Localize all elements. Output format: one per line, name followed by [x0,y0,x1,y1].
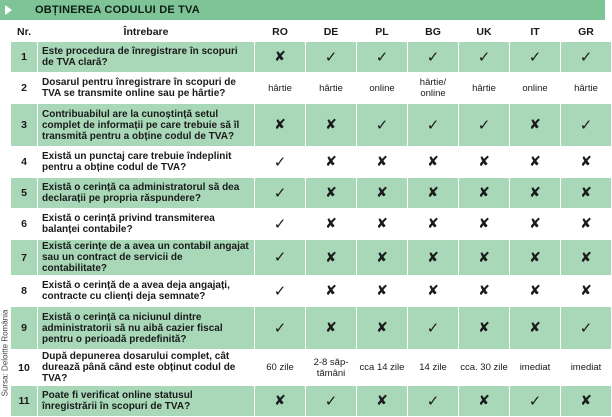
page-title: OBȚINEREA CODULUI DE TVA [35,4,200,16]
source-credit: Sursa: Deloitte România [0,309,10,396]
check-icon: ✓ [579,318,593,337]
answer-cell-uk [459,42,509,72]
cross-icon: ✘ [580,249,592,266]
answer-cell-de [306,386,356,416]
table-row [11,307,611,349]
table-row [11,350,611,385]
cross-icon: ✘ [478,393,490,409]
row-number: 2 [11,73,37,103]
answer-cell-ro [255,350,305,385]
check-icon: ✓ [273,318,287,337]
answer-cell-it [510,276,560,306]
cross-icon: ✘ [325,249,337,266]
table-row [11,147,611,177]
answer-text: 2-8 săp-tămâni [313,356,349,379]
cross-icon: ✘ [529,185,541,201]
answer-text: online [369,82,395,94]
check-icon: ✓ [375,115,389,134]
answer-text: imediat [519,362,551,373]
answer-text: 60 zile [266,362,294,373]
answer-text: hârtie [472,82,496,94]
answer-cell-uk [459,209,509,239]
cross-icon: ✘ [529,117,541,133]
question-text: Există cerințe de a avea un contabil angajat sau un contract de servicii de contabilitate? [38,240,254,275]
answer-cell-it [510,178,560,208]
table-row [11,178,611,208]
question-text: Este procedura de înregistrare în scopuri de TVA clară? [38,42,254,72]
answer-text: hârtie [574,82,598,94]
answer-cell-bg [408,73,458,103]
cross-icon: ✘ [580,216,592,232]
answer-cell-ro [255,240,305,275]
cross-icon: ✘ [529,249,541,266]
answer-cell-uk [459,147,509,177]
answer-cell-bg [408,307,458,349]
row-number: 7 [11,240,37,275]
check-icon: ✓ [273,248,287,266]
table-row [11,276,611,306]
answer-cell-gr [561,42,611,72]
check-icon: ✓ [528,47,542,66]
cross-icon: ✘ [325,185,337,201]
answer-cell-pl [357,104,407,146]
question-text: Poate fi verificat online statusul înregistrării în scopuri de TVA? [38,386,254,416]
table-row [11,386,611,416]
cross-icon: ✘ [274,49,286,65]
answer-cell-uk [459,178,509,208]
row-number: 10 [11,350,37,385]
cross-icon: ✘ [376,393,388,409]
answer-cell-gr [561,386,611,416]
answer-cell-bg [408,386,458,416]
cross-icon: ✘ [580,154,592,170]
answer-cell-it [510,240,560,275]
check-icon: ✓ [528,391,542,410]
check-icon: ✓ [579,47,593,66]
col-header-pl: PL [357,23,407,41]
answer-cell-it [510,307,560,349]
answer-cell-de [306,350,356,385]
answer-cell-de [306,276,356,306]
answer-cell-bg [408,178,458,208]
answer-cell-de [306,73,356,103]
answer-cell-it [510,104,560,146]
answer-cell-gr [561,104,611,146]
cross-icon: ✘ [478,185,490,201]
check-icon: ✓ [375,47,389,66]
question-text: Dosarul pentru înregistrare în scopuri de TVA se transmite online sau pe hârtie? [38,73,254,103]
answer-text: 14 zile [419,362,447,373]
answer-cell-uk [459,276,509,306]
cross-icon: ✘ [376,154,388,170]
check-icon: ✓ [579,115,593,134]
answer-cell-de [306,240,356,275]
answer-cell-de [306,307,356,349]
answer-cell-pl [357,386,407,416]
cross-icon: ✘ [325,216,337,232]
col-header-nr: Nr. [11,23,37,41]
answer-cell-uk [459,386,509,416]
cross-icon: ✘ [325,283,337,299]
row-number: 3 [11,104,37,146]
row-number: 4 [11,147,37,177]
question-text: Există o cerință ca niciunul dintre administratorii să nu aibă cazier fiscal pentru o perioadă predefinită? [38,307,254,349]
col-header-ro: RO [255,23,305,41]
question-text: Există o cerință de a avea deja angajați, contracte cu clienți deja semnate? [38,276,254,306]
cross-icon: ✘ [274,117,286,133]
question-text: Există o cerință ca administratorul să dea declarații pe propria răspundere? [38,178,254,208]
check-icon: ✓ [273,281,287,300]
cross-icon: ✘ [478,249,490,266]
check-icon: ✓ [273,214,287,233]
answer-cell-gr [561,147,611,177]
question-text: Există o cerință privind transmiterea balanței contabile? [38,209,254,239]
answer-cell-uk [459,350,509,385]
answer-cell-it [510,350,560,385]
answer-cell-uk [459,73,509,103]
cross-icon: ✘ [376,320,388,336]
cross-icon: ✘ [529,154,541,170]
answer-cell-it [510,147,560,177]
question-text: Contribuabilul are la cunoștință setul complet de informații pe care trebuie să îl transmită pentru a obține codul de TVA? [38,104,254,146]
answer-cell-de [306,209,356,239]
answer-text: hârtie/ online [419,77,447,99]
cross-icon: ✘ [478,320,490,336]
check-icon: ✓ [426,318,440,337]
cross-icon: ✘ [376,283,388,299]
header-bar [0,0,605,20]
cross-icon: ✘ [529,283,541,299]
row-number: 9 [11,307,37,349]
question-text: Există un punctaj care trebuie îndeplinit pentru a obține codul de TVA? [38,147,254,177]
answer-cell-ro [255,104,305,146]
cross-icon: ✘ [529,216,541,232]
answer-cell-it [510,42,560,72]
col-header-it: IT [510,23,560,41]
answer-cell-bg [408,147,458,177]
check-icon: ✓ [477,115,491,134]
answer-cell-pl [357,42,407,72]
answer-cell-pl [357,350,407,385]
answer-cell-pl [357,240,407,275]
answer-cell-ro [255,73,305,103]
answer-cell-bg [408,104,458,146]
check-icon: ✓ [273,183,287,202]
answer-cell-pl [357,276,407,306]
row-number: 6 [11,209,37,239]
answer-cell-pl [357,307,407,349]
answer-cell-gr [561,276,611,306]
row-number: 1 [11,42,37,72]
answer-cell-ro [255,209,305,239]
cross-icon: ✘ [529,320,541,336]
play-arrow-icon [1,0,15,20]
vat-comparison-table [10,22,612,417]
question-text: După depunerea dosarului complet, cât durează până când este obținut codul de TVA? [38,350,254,385]
answer-text: hârtie [319,82,343,94]
check-icon: ✓ [426,115,440,134]
answer-cell-gr [561,350,611,385]
answer-cell-gr [561,73,611,103]
answer-cell-it [510,73,560,103]
answer-cell-ro [255,386,305,416]
table-row [11,240,611,275]
answer-cell-uk [459,307,509,349]
cross-icon: ✘ [325,320,337,336]
answer-cell-bg [408,240,458,275]
answer-cell-ro [255,147,305,177]
cross-icon: ✘ [427,249,439,266]
answer-text: imediat [570,362,602,373]
cross-icon: ✘ [427,216,439,232]
answer-cell-pl [357,147,407,177]
col-header-uk: UK [459,23,509,41]
table-row [11,209,611,239]
cross-icon: ✘ [478,283,490,299]
answer-cell-bg [408,350,458,385]
answer-cell-uk [459,104,509,146]
cross-icon: ✘ [376,249,388,266]
answer-cell-bg [408,276,458,306]
col-header-bg: BG [408,23,458,41]
check-icon: ✓ [477,47,491,66]
col-header-question: Întrebare [38,23,254,41]
answer-cell-de [306,104,356,146]
table-row [11,42,611,72]
cross-icon: ✘ [376,216,388,232]
cross-icon: ✘ [274,393,286,409]
check-icon: ✓ [324,391,338,410]
table-row [11,73,611,103]
answer-text: hârtie [268,82,292,94]
cross-icon: ✘ [427,283,439,299]
cross-icon: ✘ [478,216,490,232]
answer-cell-de [306,147,356,177]
answer-cell-gr [561,307,611,349]
answer-cell-it [510,209,560,239]
cross-icon: ✘ [580,283,592,299]
answer-cell-ro [255,42,305,72]
col-header-gr: GR [561,23,611,41]
table-row [11,104,611,146]
row-number: 5 [11,178,37,208]
cross-icon: ✘ [580,185,592,201]
check-icon: ✓ [426,47,440,66]
answer-text: online [522,82,548,94]
check-icon: ✓ [273,152,287,171]
table-header-row [11,23,611,41]
cross-icon: ✘ [427,154,439,170]
answer-cell-gr [561,240,611,275]
answer-cell-gr [561,209,611,239]
answer-cell-bg [408,209,458,239]
row-number: 11 [11,386,37,416]
check-icon: ✓ [426,391,440,410]
answer-cell-it [510,386,560,416]
cross-icon: ✘ [376,185,388,201]
answer-cell-ro [255,178,305,208]
answer-cell-pl [357,73,407,103]
answer-cell-de [306,178,356,208]
answer-cell-pl [357,178,407,208]
cross-icon: ✘ [580,393,592,409]
answer-text: cca 14 zile [359,362,405,373]
answer-cell-de [306,42,356,72]
cross-icon: ✘ [478,154,490,170]
answer-cell-pl [357,209,407,239]
cross-icon: ✘ [427,185,439,201]
answer-text: cca. 30 zile [460,362,508,373]
cross-icon: ✘ [325,117,337,133]
answer-cell-uk [459,240,509,275]
col-header-de: DE [306,23,356,41]
answer-cell-gr [561,178,611,208]
answer-cell-ro [255,307,305,349]
cross-icon: ✘ [325,154,337,170]
answer-cell-bg [408,42,458,72]
answer-cell-ro [255,276,305,306]
check-icon: ✓ [324,47,338,66]
row-number: 8 [11,276,37,306]
